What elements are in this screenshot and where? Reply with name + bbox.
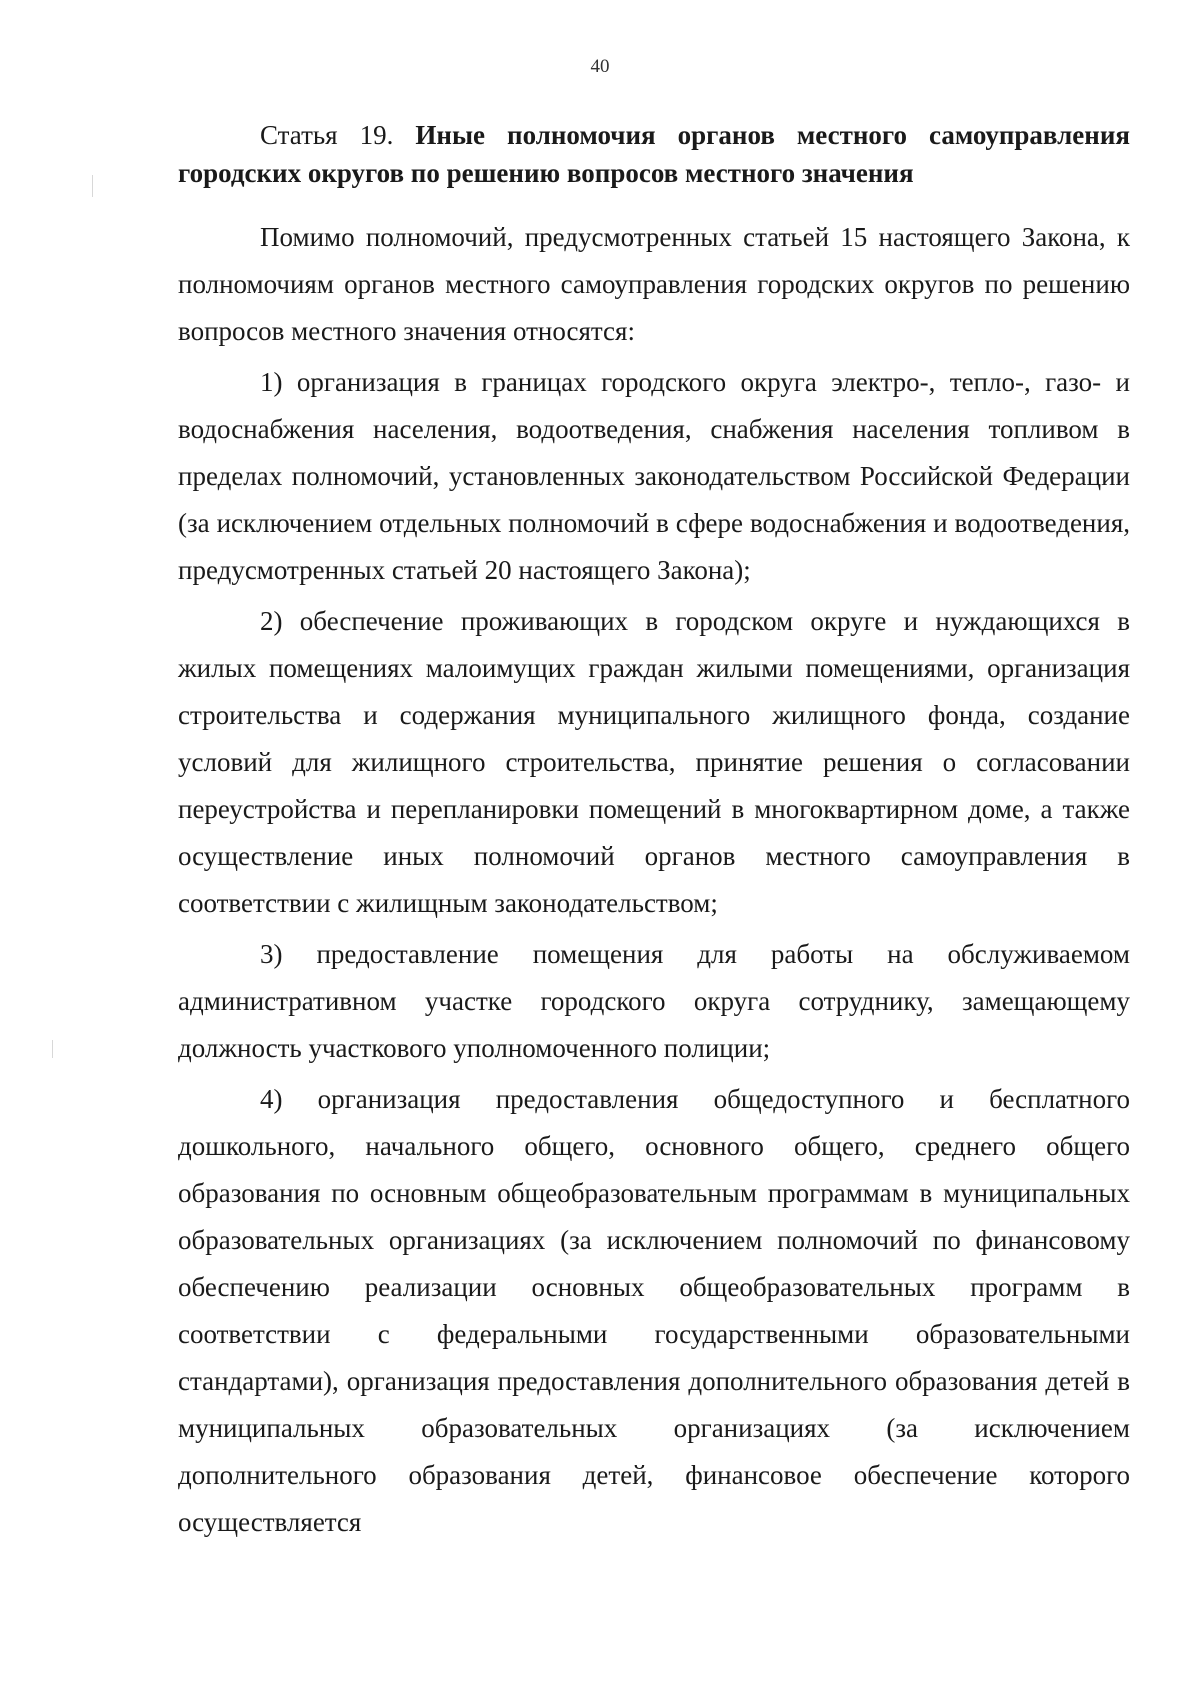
scan-artifact-line: [52, 1040, 53, 1058]
paragraph-item-4: 4) организация предоставления общедоступного и бесплатного дошкольного, начального общего, основного общего, среднего общего образования по основным общеобразовательным программам в муниципальных образовательных организациях (за исключением полномочий по финансовому обеспечению реализации основных общеобразовательных программ в соответствии с федеральными государственными образовательными стандартами), организация предоставления дополнительного образования детей в муниципальных образовательных организациях (за исключением дополнительного образования детей, финансовое обеспечение которого осуществляется: [178, 1084, 1130, 1537]
page-number: 40: [590, 56, 610, 77]
paragraph-intro: Помимо полномочий, предусмотренных статьей 15 настоящего Закона, к полномочиям органов местного самоуправления городских округов по решению вопросов местного значения относятся:: [178, 222, 1130, 346]
paragraph-item-2: 2) обеспечение проживающих в городском округе и нуждающихся в жилых помещениях малоимущих граждан жилыми помещениями, организация строительства и содержания муниципального жилищного фонда, создание условий для жилищного строительства, принятие решения о согласовании переустройства и перепланировки помещений в многоквартирном доме, а также осуществление иных полномочий органов местного самоуправления в соответствии с жилищным законодательством;: [178, 606, 1130, 918]
paragraph-item-1: 1) организация в границах городского округа электро-, тепло-, газо- и водоснабжения населения, водоотведения, снабжения населения топливом в пределах полномочий, установленных законодательством Российской Федерации (за исключением отдельных полномочий в сфере водоснабжения и водоотведения, предусмотренных статьей 20 настоящего Закона);: [178, 367, 1130, 585]
document-body: [178, 116, 1130, 1550]
article-heading: [178, 116, 1130, 192]
paragraph-item-3: 3) предоставление помещения для работы на обслуживаемом административном участке городского округа сотруднику, замещающему должность участкового уполномоченного полиции;: [178, 939, 1130, 1063]
scan-artifact-line: [92, 175, 93, 197]
article-label: Статья 19.: [260, 120, 394, 150]
article-title: Иные полномочия органов местного самоуправления городских округов по решению вопросов местного значения: [178, 120, 1130, 188]
